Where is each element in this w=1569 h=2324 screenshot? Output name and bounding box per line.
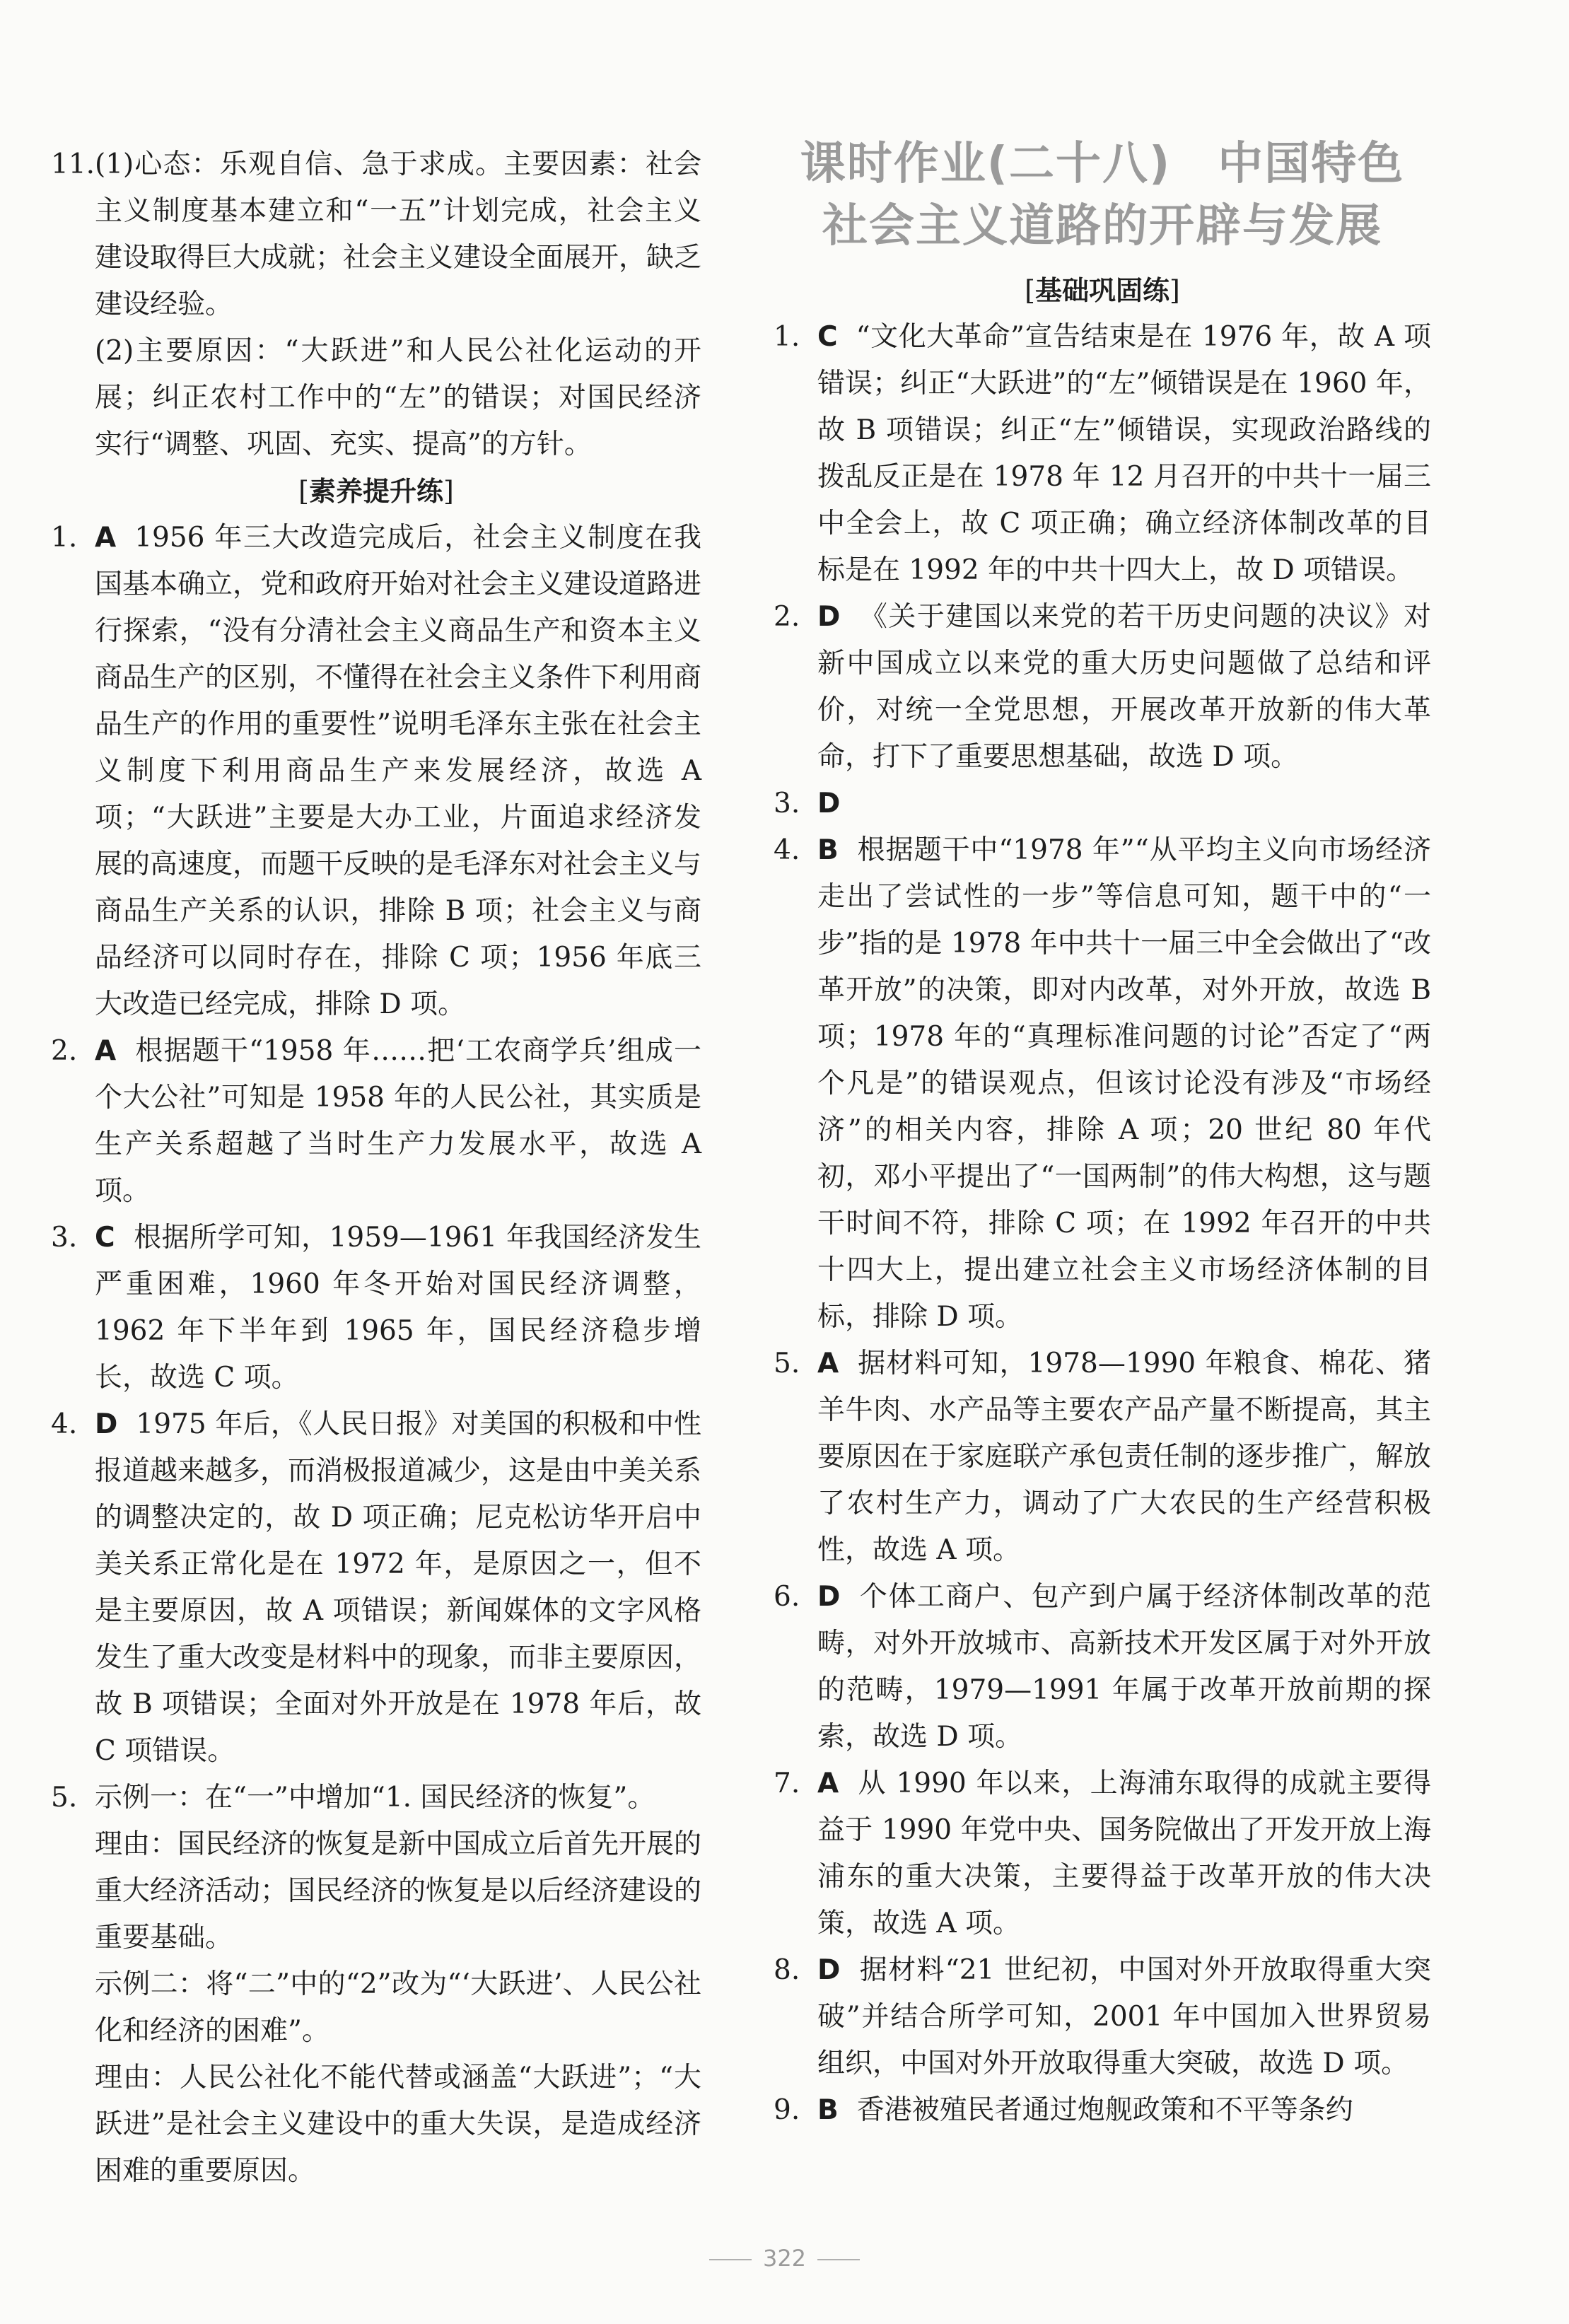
answer-explanation: 根据题干“1958 年……把‘工农商学兵’组成一个大公社”可知是 1958 年的人民公社，其实质是生产关系超越了当时生产力发展水平，故选 A 项。 <box>95 1035 701 1207</box>
answer-explanation: 1956 年三大改造完成后，社会主义制度在我国基本确立，党和政府开始对社会主义建设道路进行探索，“没有分清社会主义商品生产和资本主义商品生产的区别，不懂得在社会主义条件下利用商品生产的作用的重要性”说明毛泽东主张在社会主义制度下利用商品生产来发展经济，故选 A 项；“大跃进”主要是大办工业，片面追求经济发展的高速度，而题干反映的是毛泽东对社会主义与商品生产关系的认识，排除 B 项；社会主义与商品经济可以同时存在，排除 C 项；1956 年底三大改造已经完成，排除 D 项。 <box>95 522 702 1020</box>
answer-explanation: 《关于建国以来党的若干历史问题的决议》对新中国成立以来党的重大历史问题做了总结和评价，对统一全党思想，开展改革开放新的伟大革命，打下了重要思想基础，故选 D 项。 <box>817 601 1431 773</box>
section-heading-suyang: [素养提升练] <box>298 476 454 507</box>
left-column <box>51 141 701 2195</box>
answer-5 <box>51 1775 701 1821</box>
right-answer-list <box>774 314 1431 2134</box>
answer-letter: B <box>817 834 839 866</box>
item-number: 1. <box>51 522 78 554</box>
answer-5-example1: 示例一：在“一”中增加“1. 国民经济的恢复”。 <box>95 1782 655 1814</box>
item-number: 5. <box>774 1348 800 1379</box>
answer-letter: D <box>817 788 841 819</box>
answer-letter: D <box>817 1581 841 1613</box>
answer-letter: B <box>817 2094 839 2126</box>
item-number: 7. <box>774 1768 800 1799</box>
answer-letter: A <box>95 1035 117 1067</box>
footer-dash-left <box>709 2259 752 2260</box>
right-column <box>774 138 1431 2134</box>
left-answer-list <box>51 515 701 1775</box>
item-number: 3. <box>774 788 800 819</box>
item-number: 11. <box>51 148 95 180</box>
item-number: 8. <box>774 1954 800 1986</box>
answer-item <box>51 515 701 1028</box>
item-number: 9. <box>774 2094 800 2126</box>
answer-letter: C <box>95 1222 115 1254</box>
item-number: 5. <box>51 1782 78 1814</box>
answer-letter: A <box>817 1768 839 1799</box>
answer-explanation: 从 1990 年以来，上海浦东取得的成就主要得益于 1990 年党中央、国务院做出了开发开放上海浦东的重大决策，主要得益于改革开放的伟大决策，故选 A 项。 <box>817 1768 1431 1939</box>
answer-explanation: 1975 年后，《人民日报》对美国的积极和中性报道越来越多，而消极报道减少，这是由中美关系的调整决定的，故 D 项正确；尼克松访华开启中美关系正常化是在 1972 年，是原因之一，但不是主要原因，故 A 项错误；新闻媒体的文字风格发生了重大改变是材料中的现象，而非主要原因，故 B 项错误；全面对外开放是在 1978 年后，故 C 项错误。 <box>95 1408 702 1767</box>
answer-5-example2: 示例二：将“二”中的“2”改为“‘大跃进’、人民公社化和经济的困难”。 <box>95 1968 701 2047</box>
answer-item <box>774 1760 1431 1947</box>
answer-item <box>51 1401 701 1775</box>
answer-item <box>774 2087 1431 2134</box>
answer-explanation: 根据题干中“1978 年”“从平均主义向市场经济走出了尝试性的一步”等信息可知，题干中的“一步”指的是 1978 年中共十一届三中全会做出了“改革开放”的决策，即对内改革，对外开放，故选 B 项；1978 年的“真理标准问题的讨论”否定了“两个凡是”的错误观点，但该讨论没有涉及“市场经济”的相关内容，排除 A 项；20 世纪 80 年代初，邓小平提出了“一国两制”的伟大构想，这与题干时间不符，排除 C 项；在 1992 年召开的中共十四大上，提出建立社会主义市场经济体制的目标，排除 D 项。 <box>817 834 1431 1333</box>
lesson-title-line1: 课时作业(二十八) 中国特色 <box>800 138 1405 190</box>
answer-item <box>774 827 1431 1341</box>
answer-item <box>774 1574 1431 1760</box>
answer-letter: D <box>817 1954 841 1986</box>
answer-letter: A <box>817 1348 839 1379</box>
section-heading-jichu: [基础巩固练] <box>1025 275 1180 306</box>
answer-5-reason1: 理由：国民经济的恢复是新中国成立后首先开展的重大经济活动；国民经济的恢复是以后经济建设的重要基础。 <box>95 1828 702 1954</box>
answer-11-part1: (1)心态：乐观自信、急于求成。主要因素：社会主义制度基本建立和“一五”计划完成，社会主义建设取得巨大成就；社会主义建设全面展开，缺乏建设经验。 <box>95 148 702 320</box>
answer-item <box>774 781 1431 827</box>
item-number: 3. <box>51 1222 78 1254</box>
answer-5-reason2: 理由：人民公社化不能代替或涵盖“大跃进”；“大跃进”是社会主义建设中的重大失误，是造成经济困难的重要原因。 <box>95 2062 701 2187</box>
answer-11-part2: (2)主要原因：“大跃进”和人民公社化运动的开展；纠正农村工作中的“左”的错误；对国民经济实行“调整、巩固、充实、提高”的方针。 <box>95 335 701 460</box>
answer-letter: D <box>817 601 841 633</box>
item-number: 6. <box>774 1581 800 1613</box>
answer-explanation: 个体工商户、包产到户属于经济体制改革的范畴，对外开放城市、高新技术开发区属于对外开放的范畴，1979—1991 年属于改革开放前期的探索，故选 D 项。 <box>817 1581 1431 1753</box>
item-number: 1. <box>774 321 800 353</box>
answer-explanation: 据材料可知，1978—1990 年粮食、棉花、猪羊牛肉、水产品等主要农产品产量不断提高，其主要原因在于家庭联产承包责任制的逐步推广，解放了农村生产力，调动了广大农民的生产经营积极性，故选 A 项。 <box>817 1348 1431 1566</box>
answer-explanation: 据材料“21 世纪初，中国对外开放取得重大突破”并结合所学可知，2001 年中国加入世界贸易组织，中国对外开放取得重大突破，故选 D 项。 <box>817 1954 1431 2079</box>
answer-item <box>51 1028 701 1215</box>
page-footer <box>0 2245 1569 2272</box>
answer-explanation: “文化大革命”宣告结束是在 1976 年，故 A 项错误；纠正“大跃进”的“左”倾错误是在 1960 年，故 B 项错误；纠正“左”倾错误，实现政治路线的拨乱反正是在 1978 年 12 月召开的中共十一届三中全会上，故 C 项正确；确立经济体制改革的目标是在 1992 年的中共十四大上，故 D 项错误。 <box>817 321 1431 586</box>
answer-explanation: 香港被殖民者通过炮舰政策和不平等条约 <box>856 2094 1353 2126</box>
item-number: 2. <box>774 601 800 633</box>
answer-item <box>774 1947 1431 2087</box>
answer-item <box>774 1341 1431 1574</box>
answer-letter: D <box>95 1408 118 1440</box>
item-number: 4. <box>774 834 800 866</box>
footer-dash-right <box>817 2259 860 2260</box>
lesson-title <box>774 133 1431 257</box>
item-number: 2. <box>51 1035 78 1067</box>
lesson-title-line2: 社会主义道路的开辟与发展 <box>822 200 1382 252</box>
answer-11 <box>51 141 701 328</box>
item-number: 4. <box>51 1408 78 1440</box>
answer-letter: C <box>817 321 838 353</box>
answer-explanation: 根据所学可知，1959—1961 年我国经济发生严重困难，1960 年冬开始对国民经济调整，1962 年下半年到 1965 年，国民经济稳步增长，故选 C 项。 <box>95 1222 701 1394</box>
answer-item <box>774 314 1431 594</box>
answer-item <box>51 1215 701 1401</box>
page-number: 322 <box>762 2245 807 2272</box>
answer-item <box>774 594 1431 781</box>
answer-letter: A <box>95 522 117 554</box>
